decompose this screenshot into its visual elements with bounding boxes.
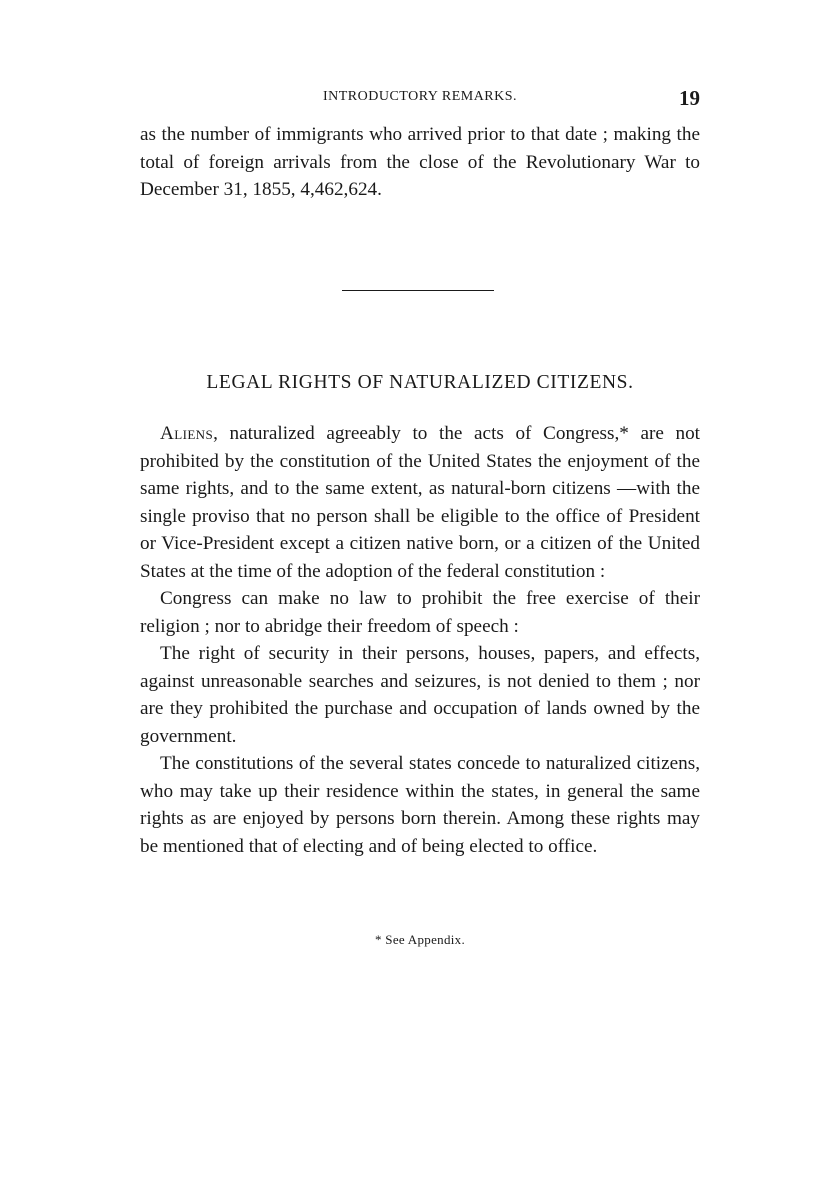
- intro-paragraph: as the number of immigrants who arrived prior to that date ; making the total of foreign arrivals from the close of the Revolutionary War to December 31, 1855, 4,462,624.: [140, 124, 700, 200]
- section-divider: [342, 290, 494, 291]
- section-heading: LEGAL RIGHTS OF NATURALIZED CITIZENS.: [206, 372, 634, 393]
- footnote: * See Appendix.: [374, 932, 466, 947]
- running-head: [140, 86, 700, 110]
- page-number: 19: [679, 86, 700, 110]
- paragraph-state-constitutions: The constitutions of the several states concede to naturalized citizens, who may take up their residence within the states, in general the same rights as are enjoyed by persons born therein. Among these rights may be mentioned that of electing and of being elected to office.: [140, 753, 700, 857]
- paragraph-aliens: [140, 420, 700, 585]
- paragraph-security: The right of security in their persons, houses, papers, and effects, against unreasonable searches and seizures, is not denied to them ; nor are they prohibited the purchase and occupation of lands owned by the government.: [140, 643, 700, 747]
- running-title: INTRODUCTORY REMARKS.: [322, 89, 518, 104]
- paragraph-lead-word: Aliens: [160, 423, 214, 444]
- intro-text-block: [140, 121, 700, 204]
- paragraph-aliens-text: , naturalized agreeably to the acts of Congress,* are not prohibited by the constitution of the United States the enjoyment of the same rights, and to the same extent, as natural-born citizens —with the single proviso that no person shall be eligible to the office of President or Vice-President except a citizen native born, or a citizen of the United States at the time of the adoption of the federal constitution :: [140, 423, 700, 582]
- section-body: [140, 420, 700, 860]
- paragraph-congress: Congress can make no law to prohibit the free exercise of their religion ; nor to abridge their freedom of speech :: [140, 588, 700, 637]
